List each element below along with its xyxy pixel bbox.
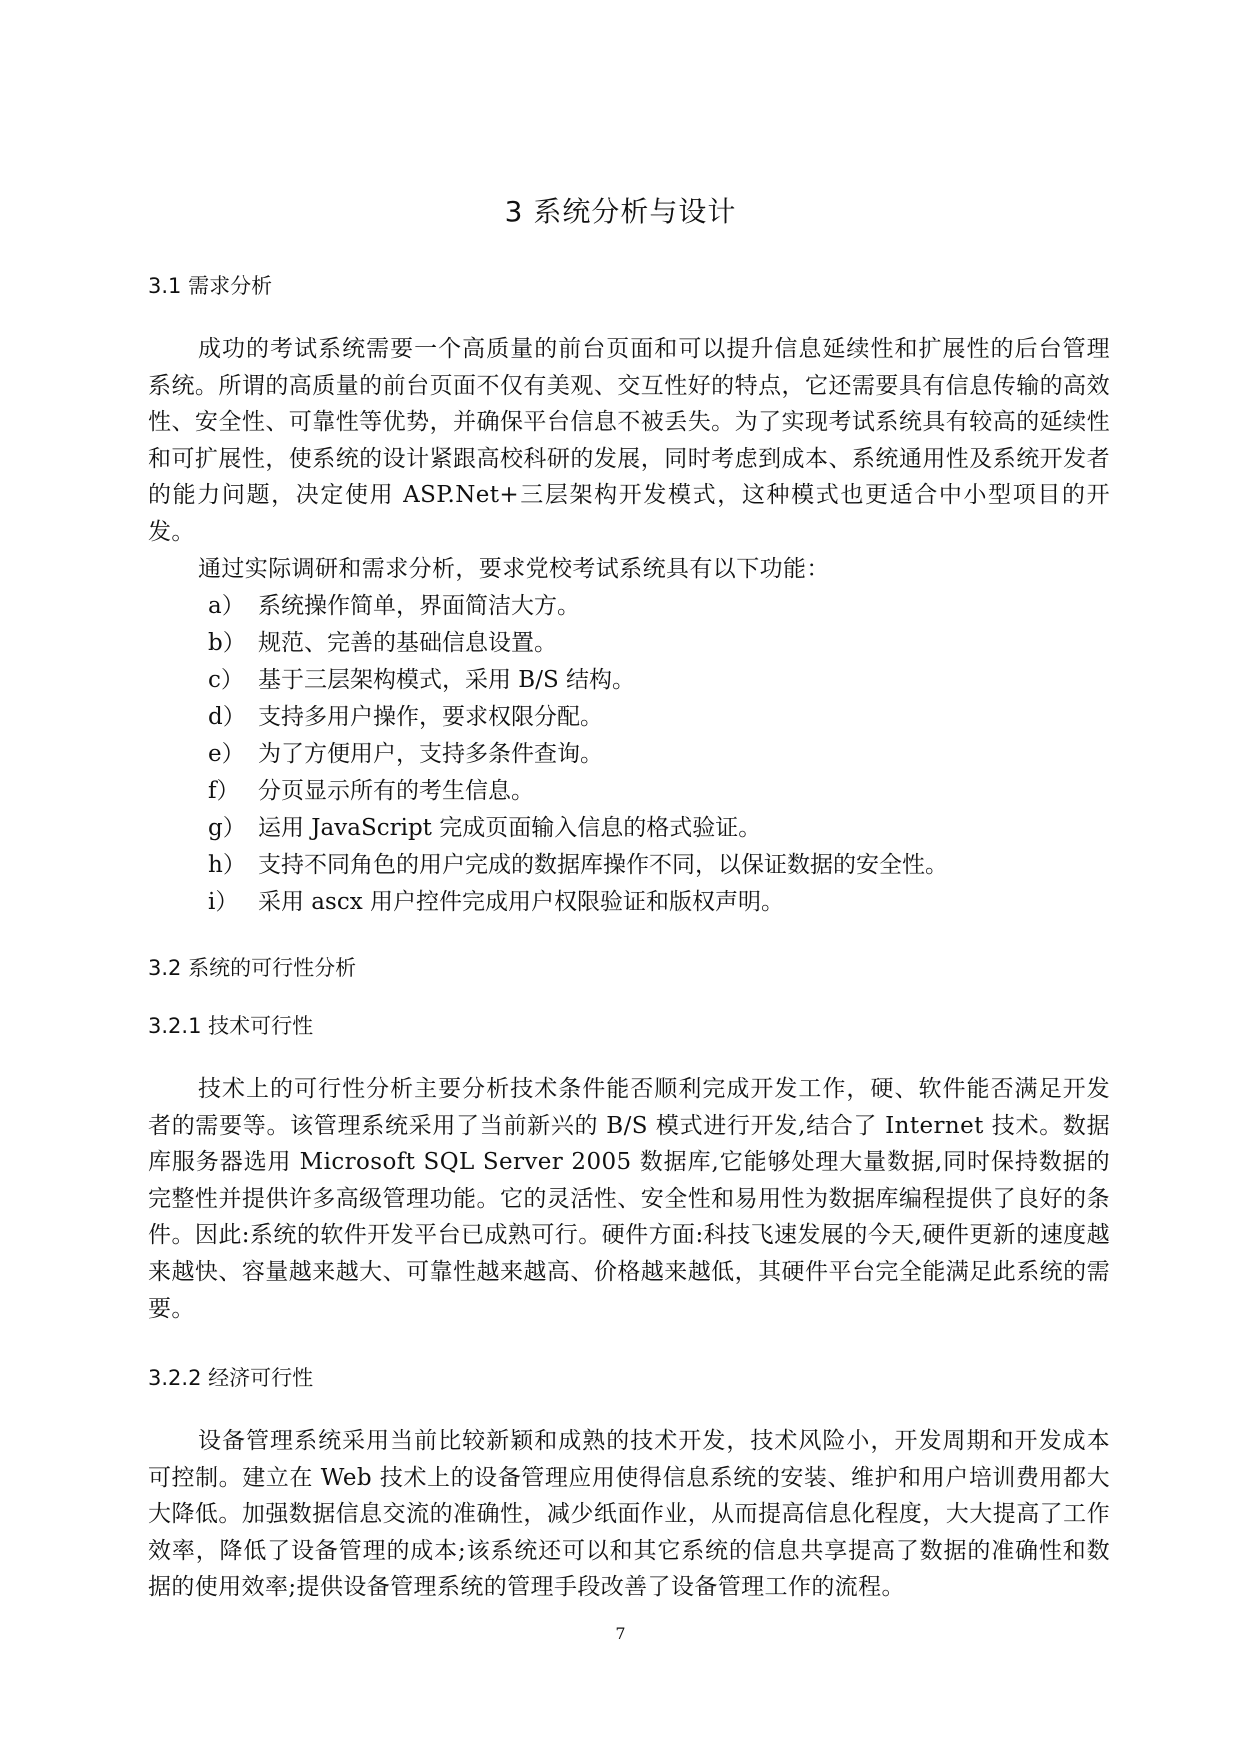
- list-item-text: 支持不同角色的用户完成的数据库操作不同，以保证数据的安全性。: [258, 852, 948, 878]
- list-item-text: 基于三层架构模式，采用 B/S 结构。: [258, 667, 636, 693]
- list-item: [208, 810, 1088, 847]
- list-item-text: 分页显示所有的考生信息。: [258, 778, 534, 804]
- list-marker: g）: [208, 815, 246, 841]
- list-marker: c）: [208, 667, 244, 693]
- list-item-text: 运用 JavaScript 完成页面输入信息的格式验证。: [258, 815, 762, 841]
- list-item: [208, 736, 1088, 773]
- page-number: 7: [615, 1624, 626, 1643]
- paragraph-economic-feasibility: 设备管理系统采用当前比较新颖和成熟的技术开发，技术风险小，开发周期和开发成本可控制。建立在 Web 技术上的设备管理应用使得信息系统的安装、维护和用户培训费用都大大降低。加强数据信息交流的准确性，减少纸面作业，从而提高信息化程度，大大提高了工作效率，降低了设备管理的成本;该系统还可以和其它系统的信息共享提高了数据的准确性和数据的使用效率;提供设备管理系统的管理手段改善了设备管理工作的流程。: [148, 1428, 1110, 1601]
- list-marker: i）: [208, 889, 239, 915]
- section-heading-3-2-2: 3.2.2 经济可行性: [148, 1366, 314, 1390]
- paragraph-requirements-intro: 成功的考试系统需要一个高质量的前台页面和可以提升信息延续性和扩展性的后台管理系统。所谓的高质量的前台页面不仅有美观、交互性好的特点，它还需要具有信息传输的高效性、安全性、可靠性等优势，并确保平台信息不被丢失。为了实现考试系统具有较高的延续性和可扩展性，使系统的设计紧跟高校科研的发展，同时考虑到成本、系统通用性及系统开发者的能力问题，决定使用 ASP.Net+三层架构开发模式，这种模式也更适合中小型项目的开发。: [148, 336, 1110, 545]
- list-marker: h）: [208, 852, 246, 878]
- list-item: [208, 884, 1088, 921]
- list-item-text: 采用 ascx 用户控件完成用户权限验证和版权声明。: [258, 889, 784, 915]
- list-item-text: 系统操作简单，界面简洁大方。: [258, 593, 580, 619]
- list-item: [208, 588, 1088, 625]
- list-item: [208, 625, 1088, 662]
- list-marker: d）: [208, 704, 246, 730]
- list-item: [208, 662, 1088, 699]
- list-item-text: 规范、完善的基础信息设置。: [258, 630, 557, 656]
- list-item: [208, 773, 1088, 810]
- list-marker: b）: [208, 630, 246, 656]
- section-heading-3-1: 3.1 需求分析: [148, 274, 273, 298]
- list-marker: f）: [208, 778, 240, 804]
- list-marker: a）: [208, 593, 245, 619]
- section-heading-3-2: 3.2 系统的可行性分析: [148, 956, 357, 980]
- list-item-text: 为了方便用户，支持多条件查询。: [258, 741, 603, 767]
- chapter-title: 3 系统分析与设计: [504, 195, 737, 228]
- paragraph-requirements-lead: 通过实际调研和需求分析，要求党校考试系统具有以下功能：: [198, 556, 830, 582]
- list-marker: e）: [208, 741, 245, 767]
- list-item: [208, 847, 1088, 884]
- requirements-list: [208, 588, 1088, 921]
- list-item-text: 支持多用户操作，要求权限分配。: [258, 704, 603, 730]
- paragraph-technical-feasibility: 技术上的可行性分析主要分析技术条件能否顺利完成开发工作，硬、软件能否满足开发者的需要等。该管理系统采用了当前新兴的 B/S 模式进行开发,结合了 Internet 技术。数据库服务器选用 Microsoft SQL Server 2005 数据库,它能够处理大量数据,同时保持数据的完整性并提供许多高级管理功能。它的灵活性、安全性和易用性为数据库编程提供了良好的条件。因此:系统的软件开发平台已成熟可行。硬件方面:科技飞速发展的今天,硬件更新的速度越来越快、容量越来越大、可靠性越来越高、价格越来越低，其硬件平台完全能满足此系统的需要。: [148, 1076, 1110, 1322]
- list-item: [208, 699, 1088, 736]
- section-heading-3-2-1: 3.2.1 技术可行性: [148, 1014, 314, 1038]
